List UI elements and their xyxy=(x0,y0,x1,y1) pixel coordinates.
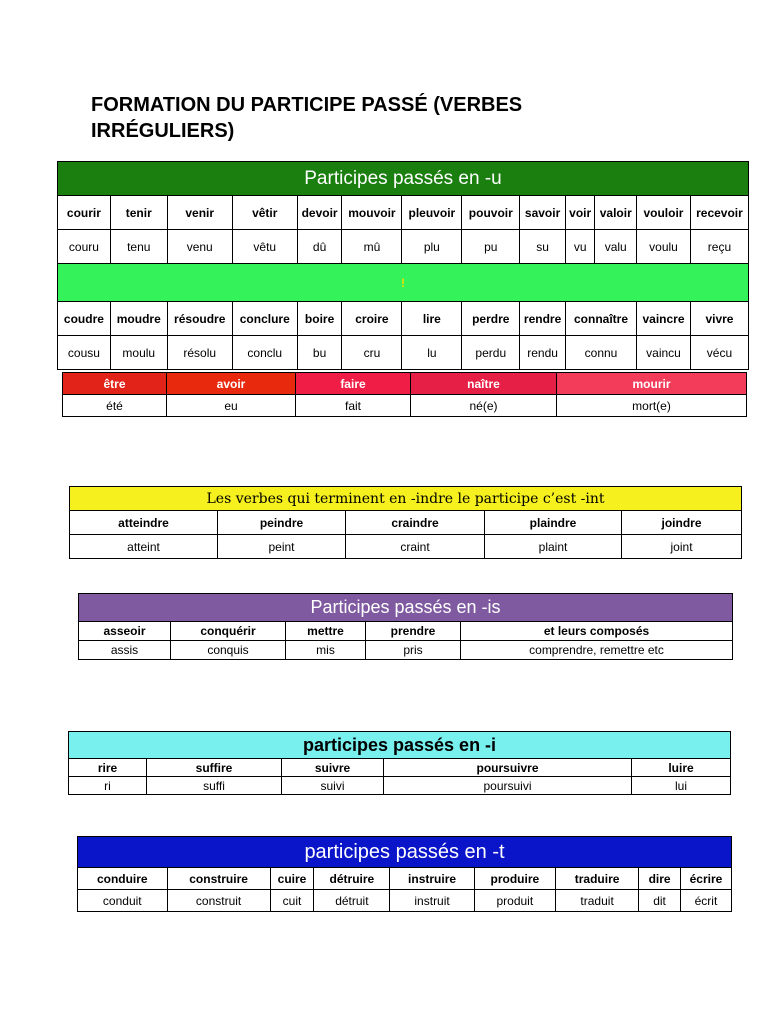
verb-cell: naître xyxy=(411,373,557,395)
verb-cell: valoir xyxy=(595,196,637,230)
verb-cell: conquérir xyxy=(171,622,286,641)
verb-cell: rire xyxy=(69,759,147,777)
participle-cell: moulu xyxy=(110,336,167,370)
participle-cell: produit xyxy=(474,890,555,912)
participle-cell: dit xyxy=(639,890,681,912)
participle-cell: cru xyxy=(342,336,402,370)
verb-cell: pleuvoir xyxy=(402,196,462,230)
participle-cell: vu xyxy=(565,230,594,264)
verb-cell: faire xyxy=(296,373,411,395)
verb-cell: savoir xyxy=(520,196,566,230)
verb-cell: détruire xyxy=(314,868,390,890)
verb-cell: suffire xyxy=(147,759,282,777)
verb-cell: mourir xyxy=(557,373,747,395)
verb-cell: coudre xyxy=(58,302,111,336)
participle-cell: atteint xyxy=(70,535,218,559)
participle-cell: lui xyxy=(632,777,731,795)
verb-cell: vouloir xyxy=(637,196,691,230)
verb-cell: boire xyxy=(297,302,342,336)
verb-cell: produire xyxy=(474,868,555,890)
verb-cell: courir xyxy=(58,196,111,230)
verb-cell: luire xyxy=(632,759,731,777)
verb-cell: connaître xyxy=(565,302,636,336)
participle-cell: détruit xyxy=(314,890,390,912)
participle-cell: vaincu xyxy=(637,336,691,370)
participle-cell: conduit xyxy=(78,890,168,912)
verb-cell: venir xyxy=(167,196,232,230)
verb-cell: rendre xyxy=(520,302,566,336)
participle-cell: plu xyxy=(402,230,462,264)
verb-cell: poursuivre xyxy=(384,759,632,777)
verb-cell: suivre xyxy=(282,759,384,777)
verb-cell: craindre xyxy=(346,511,485,535)
participle-cell: venu xyxy=(167,230,232,264)
verb-cell: vêtir xyxy=(232,196,297,230)
verb-cell: être xyxy=(63,373,167,395)
verb-cell: voir xyxy=(565,196,594,230)
verb-cell: instruire xyxy=(390,868,474,890)
participle-cell: fait xyxy=(296,395,411,417)
verb-cell: plaindre xyxy=(485,511,622,535)
participle-cell: comprendre, remettre etc xyxy=(461,641,733,660)
participle-cell: suffi xyxy=(147,777,282,795)
verb-cell: perdre xyxy=(462,302,520,336)
table-irregular-five xyxy=(62,372,747,417)
table-participes-is xyxy=(78,593,733,660)
verb-cell: conduire xyxy=(78,868,168,890)
participle-cell: été xyxy=(63,395,167,417)
participle-cell: suivi xyxy=(282,777,384,795)
verb-cell: mettre xyxy=(286,622,366,641)
verb-cell: construire xyxy=(167,868,270,890)
verb-cell: devoir xyxy=(297,196,342,230)
participle-cell: plaint xyxy=(485,535,622,559)
verb-cell: conclure xyxy=(232,302,297,336)
participle-cell: né(e) xyxy=(411,395,557,417)
participle-cell: écrit xyxy=(680,890,731,912)
table-i-header: participes passés en -i xyxy=(69,732,731,759)
verb-cell: recevoir xyxy=(690,196,748,230)
table-indre-header: Les verbes qui terminent en -indre le participe c’est -int xyxy=(70,487,742,511)
verb-cell: lire xyxy=(402,302,462,336)
verb-cell: cuire xyxy=(270,868,314,890)
participle-cell: ri xyxy=(69,777,147,795)
verb-cell: asseoir xyxy=(79,622,171,641)
table-participes-u xyxy=(57,161,749,370)
participle-cell: voulu xyxy=(637,230,691,264)
verb-cell: joindre xyxy=(622,511,742,535)
verb-cell: pouvoir xyxy=(462,196,520,230)
participle-cell: traduit xyxy=(555,890,638,912)
participle-cell: rendu xyxy=(520,336,566,370)
verb-cell: vivre xyxy=(690,302,748,336)
participle-cell: cuit xyxy=(270,890,314,912)
table-is-header: Participes passés en -is xyxy=(79,594,733,622)
participle-cell: pris xyxy=(366,641,461,660)
participle-cell: instruit xyxy=(390,890,474,912)
participle-cell: résolu xyxy=(167,336,232,370)
verb-cell: vaincre xyxy=(637,302,691,336)
verb-cell: peindre xyxy=(218,511,346,535)
table-indre xyxy=(69,486,742,559)
participle-cell: conquis xyxy=(171,641,286,660)
participle-cell: lu xyxy=(402,336,462,370)
table-u-header: Participes passés en -u xyxy=(58,162,749,196)
participle-cell: tenu xyxy=(110,230,167,264)
participle-cell: su xyxy=(520,230,566,264)
participle-cell: craint xyxy=(346,535,485,559)
participle-cell: mû xyxy=(342,230,402,264)
verb-cell: croire xyxy=(342,302,402,336)
table-participes-i xyxy=(68,731,731,795)
participle-cell: peint xyxy=(218,535,346,559)
participle-cell: joint xyxy=(622,535,742,559)
participle-cell: valu xyxy=(595,230,637,264)
verb-cell: tenir xyxy=(110,196,167,230)
verb-cell: atteindre xyxy=(70,511,218,535)
verb-cell: résoudre xyxy=(167,302,232,336)
verb-cell: écrire xyxy=(680,868,731,890)
participle-cell: conclu xyxy=(232,336,297,370)
verb-cell: prendre xyxy=(366,622,461,641)
participle-cell: poursuivi xyxy=(384,777,632,795)
participle-cell: mis xyxy=(286,641,366,660)
participle-cell: pu xyxy=(462,230,520,264)
table-participes-t xyxy=(77,836,732,912)
verb-cell: avoir xyxy=(167,373,296,395)
participle-cell: eu xyxy=(167,395,296,417)
participle-cell: vécu xyxy=(690,336,748,370)
participle-cell: dû xyxy=(297,230,342,264)
participle-cell: couru xyxy=(58,230,111,264)
table-t-header: participes passés en -t xyxy=(78,837,732,868)
verb-cell: mouvoir xyxy=(342,196,402,230)
participle-cell: vêtu xyxy=(232,230,297,264)
verb-cell: traduire xyxy=(555,868,638,890)
participle-cell: perdu xyxy=(462,336,520,370)
participle-cell: assis xyxy=(79,641,171,660)
verb-cell: moudre xyxy=(110,302,167,336)
participle-cell: connu xyxy=(565,336,636,370)
participle-cell: reçu xyxy=(690,230,748,264)
verb-cell: dire xyxy=(639,868,681,890)
participle-cell: bu xyxy=(297,336,342,370)
page-title: FORMATION DU PARTICIPE PASSÉ (VERBES IRRÉGULIERS) xyxy=(91,94,523,142)
participle-cell: cousu xyxy=(58,336,111,370)
participle-cell: construit xyxy=(167,890,270,912)
table-u-separator: ! xyxy=(58,264,749,302)
verb-cell: et leurs composés xyxy=(461,622,733,641)
participle-cell: mort(e) xyxy=(557,395,747,417)
